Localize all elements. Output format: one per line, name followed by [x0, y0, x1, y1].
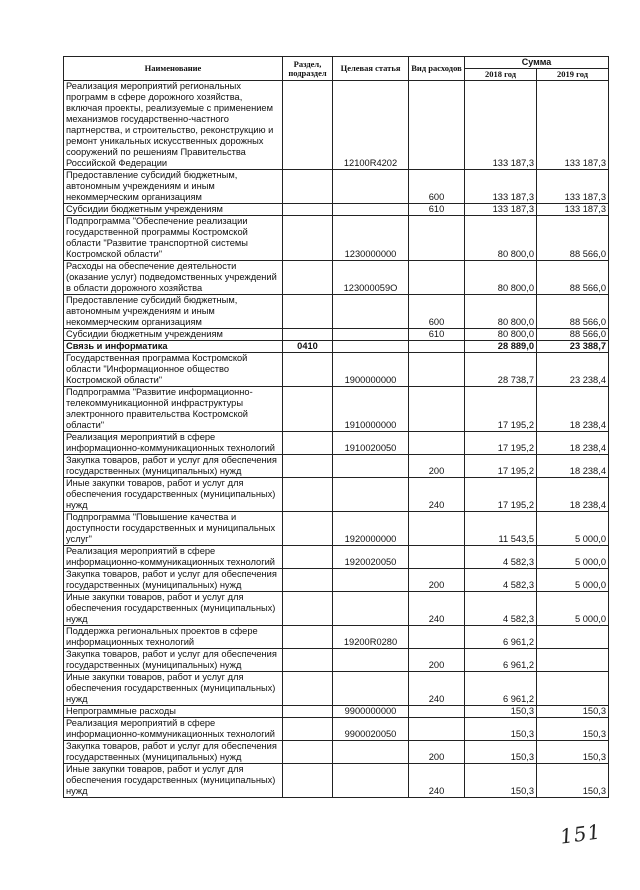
row-section	[283, 81, 333, 170]
row-name: Предоставление субсидий бюджетным, автономным учреждениям и иным некоммерческим организациям	[64, 295, 283, 329]
row-name: Закупка товаров, работ и услуг для обеспечения государственных (муниципальных) нужд	[64, 569, 283, 592]
table-row	[64, 569, 609, 592]
row-exp-type	[409, 81, 465, 170]
row-sum-2018: 17 195,2	[465, 432, 537, 455]
row-section	[283, 353, 333, 387]
row-exp-type	[409, 261, 465, 295]
row-sum-2018: 28 738,7	[465, 353, 537, 387]
table-row	[64, 626, 609, 649]
row-sum-2018: 80 800,0	[465, 261, 537, 295]
row-sum-2019: 18 238,4	[537, 455, 609, 478]
row-exp-type	[409, 216, 465, 261]
row-sum-2018: 11 543,5	[465, 512, 537, 546]
row-sum-2019: 88 566,0	[537, 216, 609, 261]
row-name: Закупка товаров, работ и услуг для обеспечения государственных (муниципальных) нужд	[64, 455, 283, 478]
table-row	[64, 329, 609, 341]
table-row	[64, 81, 609, 170]
row-name: Расходы на обеспечение деятельности (оказание услуг) подведомственных учреждений в области дорожного хозяйства	[64, 261, 283, 295]
row-exp-type: 600	[409, 295, 465, 329]
table-row	[64, 649, 609, 672]
row-target: 123000059O	[333, 261, 409, 295]
row-sum-2018: 150,3	[465, 706, 537, 718]
table-row	[64, 387, 609, 432]
row-sum-2019	[537, 626, 609, 649]
table-row	[64, 170, 609, 204]
row-section	[283, 295, 333, 329]
row-section	[283, 546, 333, 569]
row-name: Непрограммные расходы	[64, 706, 283, 718]
row-exp-type	[409, 512, 465, 546]
row-name: Подпрограмма "Развитие информационно-телекоммуникационной инфраструктуры электронного правительства Костромской области"	[64, 387, 283, 432]
row-section	[283, 626, 333, 649]
row-sum-2019: 150,3	[537, 718, 609, 741]
table-row	[64, 706, 609, 718]
table-row	[64, 432, 609, 455]
row-section: 0410	[283, 341, 333, 353]
row-exp-type: 200	[409, 455, 465, 478]
table-row	[64, 353, 609, 387]
row-sum-2019	[537, 649, 609, 672]
row-section	[283, 478, 333, 512]
row-section	[283, 204, 333, 216]
row-name: Иные закупки товаров, работ и услуг для обеспечения государственных (муниципальных) нужд	[64, 478, 283, 512]
row-sum-2019: 88 566,0	[537, 261, 609, 295]
row-sum-2019: 5 000,0	[537, 569, 609, 592]
row-name: Подпрограмма "Обеспечение реализации государственной программы Костромской области "Развитие транспортной системы Костромской области"	[64, 216, 283, 261]
table-row	[64, 204, 609, 216]
row-sum-2019: 133 187,3	[537, 81, 609, 170]
row-sum-2019: 133 187,3	[537, 170, 609, 204]
row-section	[283, 764, 333, 798]
header-year-2018: 2018 год	[465, 69, 537, 81]
row-sum-2018: 17 195,2	[465, 387, 537, 432]
budget-table	[63, 56, 609, 798]
table-row	[64, 216, 609, 261]
row-target	[333, 478, 409, 512]
row-exp-type	[409, 546, 465, 569]
row-sum-2018: 133 187,3	[465, 81, 537, 170]
row-name: Государственная программа Костромской области "Информационное общество Костромской области"	[64, 353, 283, 387]
row-section	[283, 718, 333, 741]
row-section	[283, 329, 333, 341]
header-target: Целевая статья	[333, 57, 409, 81]
row-target: 1900000000	[333, 353, 409, 387]
row-sum-2019: 5 000,0	[537, 546, 609, 569]
row-sum-2019: 23 388,7	[537, 341, 609, 353]
table-row	[64, 341, 609, 353]
row-name: Реализация мероприятий региональных программ в сфере дорожного хозяйства, включая проекты, реализуемые с применением механизмов государственно-частного партнерства, и строительство, реконструкцию и ремонт уникальных искусственных дорожных сооружений по решениям Правительства Российской Федерации	[64, 81, 283, 170]
row-exp-type	[409, 706, 465, 718]
row-sum-2018: 4 582,3	[465, 546, 537, 569]
row-exp-type: 240	[409, 672, 465, 706]
row-sum-2018: 6 961,2	[465, 649, 537, 672]
row-target	[333, 592, 409, 626]
row-target: 1910020050	[333, 432, 409, 455]
table-row	[64, 295, 609, 329]
row-target	[333, 341, 409, 353]
row-target	[333, 672, 409, 706]
row-sum-2018: 17 195,2	[465, 478, 537, 512]
row-sum-2018: 4 582,3	[465, 569, 537, 592]
row-name: Иные закупки товаров, работ и услуг для обеспечения государственных (муниципальных) нужд	[64, 672, 283, 706]
row-target	[333, 455, 409, 478]
row-name: Субсидии бюджетным учреждениям	[64, 329, 283, 341]
row-section	[283, 432, 333, 455]
row-target	[333, 329, 409, 341]
row-section	[283, 706, 333, 718]
row-sum-2018: 133 187,3	[465, 204, 537, 216]
row-sum-2019: 150,3	[537, 741, 609, 764]
table-row	[64, 512, 609, 546]
row-exp-type: 240	[409, 592, 465, 626]
row-section	[283, 512, 333, 546]
row-target	[333, 649, 409, 672]
header-exp-type: Вид расходов	[409, 57, 465, 81]
row-sum-2019	[537, 672, 609, 706]
row-target: 12100R4202	[333, 81, 409, 170]
row-exp-type	[409, 353, 465, 387]
row-exp-type: 240	[409, 764, 465, 798]
row-sum-2019: 23 238,4	[537, 353, 609, 387]
page-number: 151	[558, 819, 603, 849]
row-name: Реализация мероприятий в сфере информационно-коммуникационных технологий	[64, 546, 283, 569]
row-section	[283, 387, 333, 432]
row-target	[333, 764, 409, 798]
row-sum-2018: 80 800,0	[465, 295, 537, 329]
row-sum-2019: 18 238,4	[537, 432, 609, 455]
row-exp-type	[409, 626, 465, 649]
row-target	[333, 569, 409, 592]
row-name: Подпрограмма "Повышение качества и доступности государственных и муниципальных услуг"	[64, 512, 283, 546]
row-sum-2019: 88 566,0	[537, 329, 609, 341]
row-section	[283, 216, 333, 261]
row-target	[333, 204, 409, 216]
row-target: 1920020050	[333, 546, 409, 569]
table-row	[64, 478, 609, 512]
row-sum-2018: 80 800,0	[465, 216, 537, 261]
header-year-2019: 2019 год	[537, 69, 609, 81]
row-sum-2018: 17 195,2	[465, 455, 537, 478]
table-row	[64, 592, 609, 626]
row-sum-2018: 133 187,3	[465, 170, 537, 204]
row-section	[283, 261, 333, 295]
header-sum: Сумма	[465, 57, 609, 69]
row-target: 9900000000	[333, 706, 409, 718]
row-section	[283, 672, 333, 706]
row-target	[333, 170, 409, 204]
row-name: Связь и информатика	[64, 341, 283, 353]
row-sum-2018: 150,3	[465, 764, 537, 798]
row-target: 1910000000	[333, 387, 409, 432]
row-sum-2018: 4 582,3	[465, 592, 537, 626]
row-exp-type	[409, 387, 465, 432]
row-target	[333, 295, 409, 329]
row-section	[283, 569, 333, 592]
row-exp-type: 600	[409, 170, 465, 204]
row-sum-2018: 150,3	[465, 718, 537, 741]
row-name: Субсидии бюджетным учреждениям	[64, 204, 283, 216]
table-header	[64, 57, 609, 81]
row-exp-type	[409, 718, 465, 741]
row-exp-type: 200	[409, 649, 465, 672]
row-sum-2018: 80 800,0	[465, 329, 537, 341]
row-name: Реализация мероприятий в сфере информационно-коммуникационных технологий	[64, 718, 283, 741]
row-sum-2019: 88 566,0	[537, 295, 609, 329]
row-section	[283, 741, 333, 764]
row-sum-2018: 6 961,2	[465, 626, 537, 649]
row-sum-2018: 28 889,0	[465, 341, 537, 353]
row-sum-2019: 150,3	[537, 764, 609, 798]
row-sum-2019: 133 187,3	[537, 204, 609, 216]
table-row	[64, 261, 609, 295]
table-row	[64, 764, 609, 798]
header-name: Наименование	[64, 57, 283, 81]
row-exp-type: 610	[409, 329, 465, 341]
table-row	[64, 741, 609, 764]
row-name: Закупка товаров, работ и услуг для обеспечения государственных (муниципальных) нужд	[64, 741, 283, 764]
row-section	[283, 170, 333, 204]
row-target: 1230000000	[333, 216, 409, 261]
row-exp-type	[409, 341, 465, 353]
row-name: Закупка товаров, работ и услуг для обеспечения государственных (муниципальных) нужд	[64, 649, 283, 672]
row-name: Поддержка региональных проектов в сфере информационных технологий	[64, 626, 283, 649]
header-section: Раздел, подраздел	[283, 57, 333, 81]
row-sum-2019: 150,3	[537, 706, 609, 718]
row-exp-type	[409, 432, 465, 455]
row-target: 19200R0280	[333, 626, 409, 649]
row-sum-2018: 150,3	[465, 741, 537, 764]
row-exp-type: 200	[409, 741, 465, 764]
row-sum-2019: 18 238,4	[537, 387, 609, 432]
row-name: Иные закупки товаров, работ и услуг для обеспечения государственных (муниципальных) нужд	[64, 764, 283, 798]
row-name: Предоставление субсидий бюджетным, автономным учреждениям и иным некоммерческим организациям	[64, 170, 283, 204]
row-sum-2018: 6 961,2	[465, 672, 537, 706]
table-row	[64, 672, 609, 706]
row-sum-2019: 5 000,0	[537, 592, 609, 626]
row-exp-type: 240	[409, 478, 465, 512]
table-row	[64, 718, 609, 741]
row-exp-type: 610	[409, 204, 465, 216]
row-sum-2019: 5 000,0	[537, 512, 609, 546]
row-name: Иные закупки товаров, работ и услуг для обеспечения государственных (муниципальных) нужд	[64, 592, 283, 626]
row-section	[283, 455, 333, 478]
table-row	[64, 546, 609, 569]
table-row	[64, 455, 609, 478]
row-section	[283, 592, 333, 626]
row-target: 9900020050	[333, 718, 409, 741]
row-name: Реализация мероприятий в сфере информационно-коммуникационных технологий	[64, 432, 283, 455]
table-body	[64, 81, 609, 798]
row-target: 1920000000	[333, 512, 409, 546]
row-target	[333, 741, 409, 764]
row-exp-type: 200	[409, 569, 465, 592]
row-sum-2019: 18 238,4	[537, 478, 609, 512]
row-section	[283, 649, 333, 672]
